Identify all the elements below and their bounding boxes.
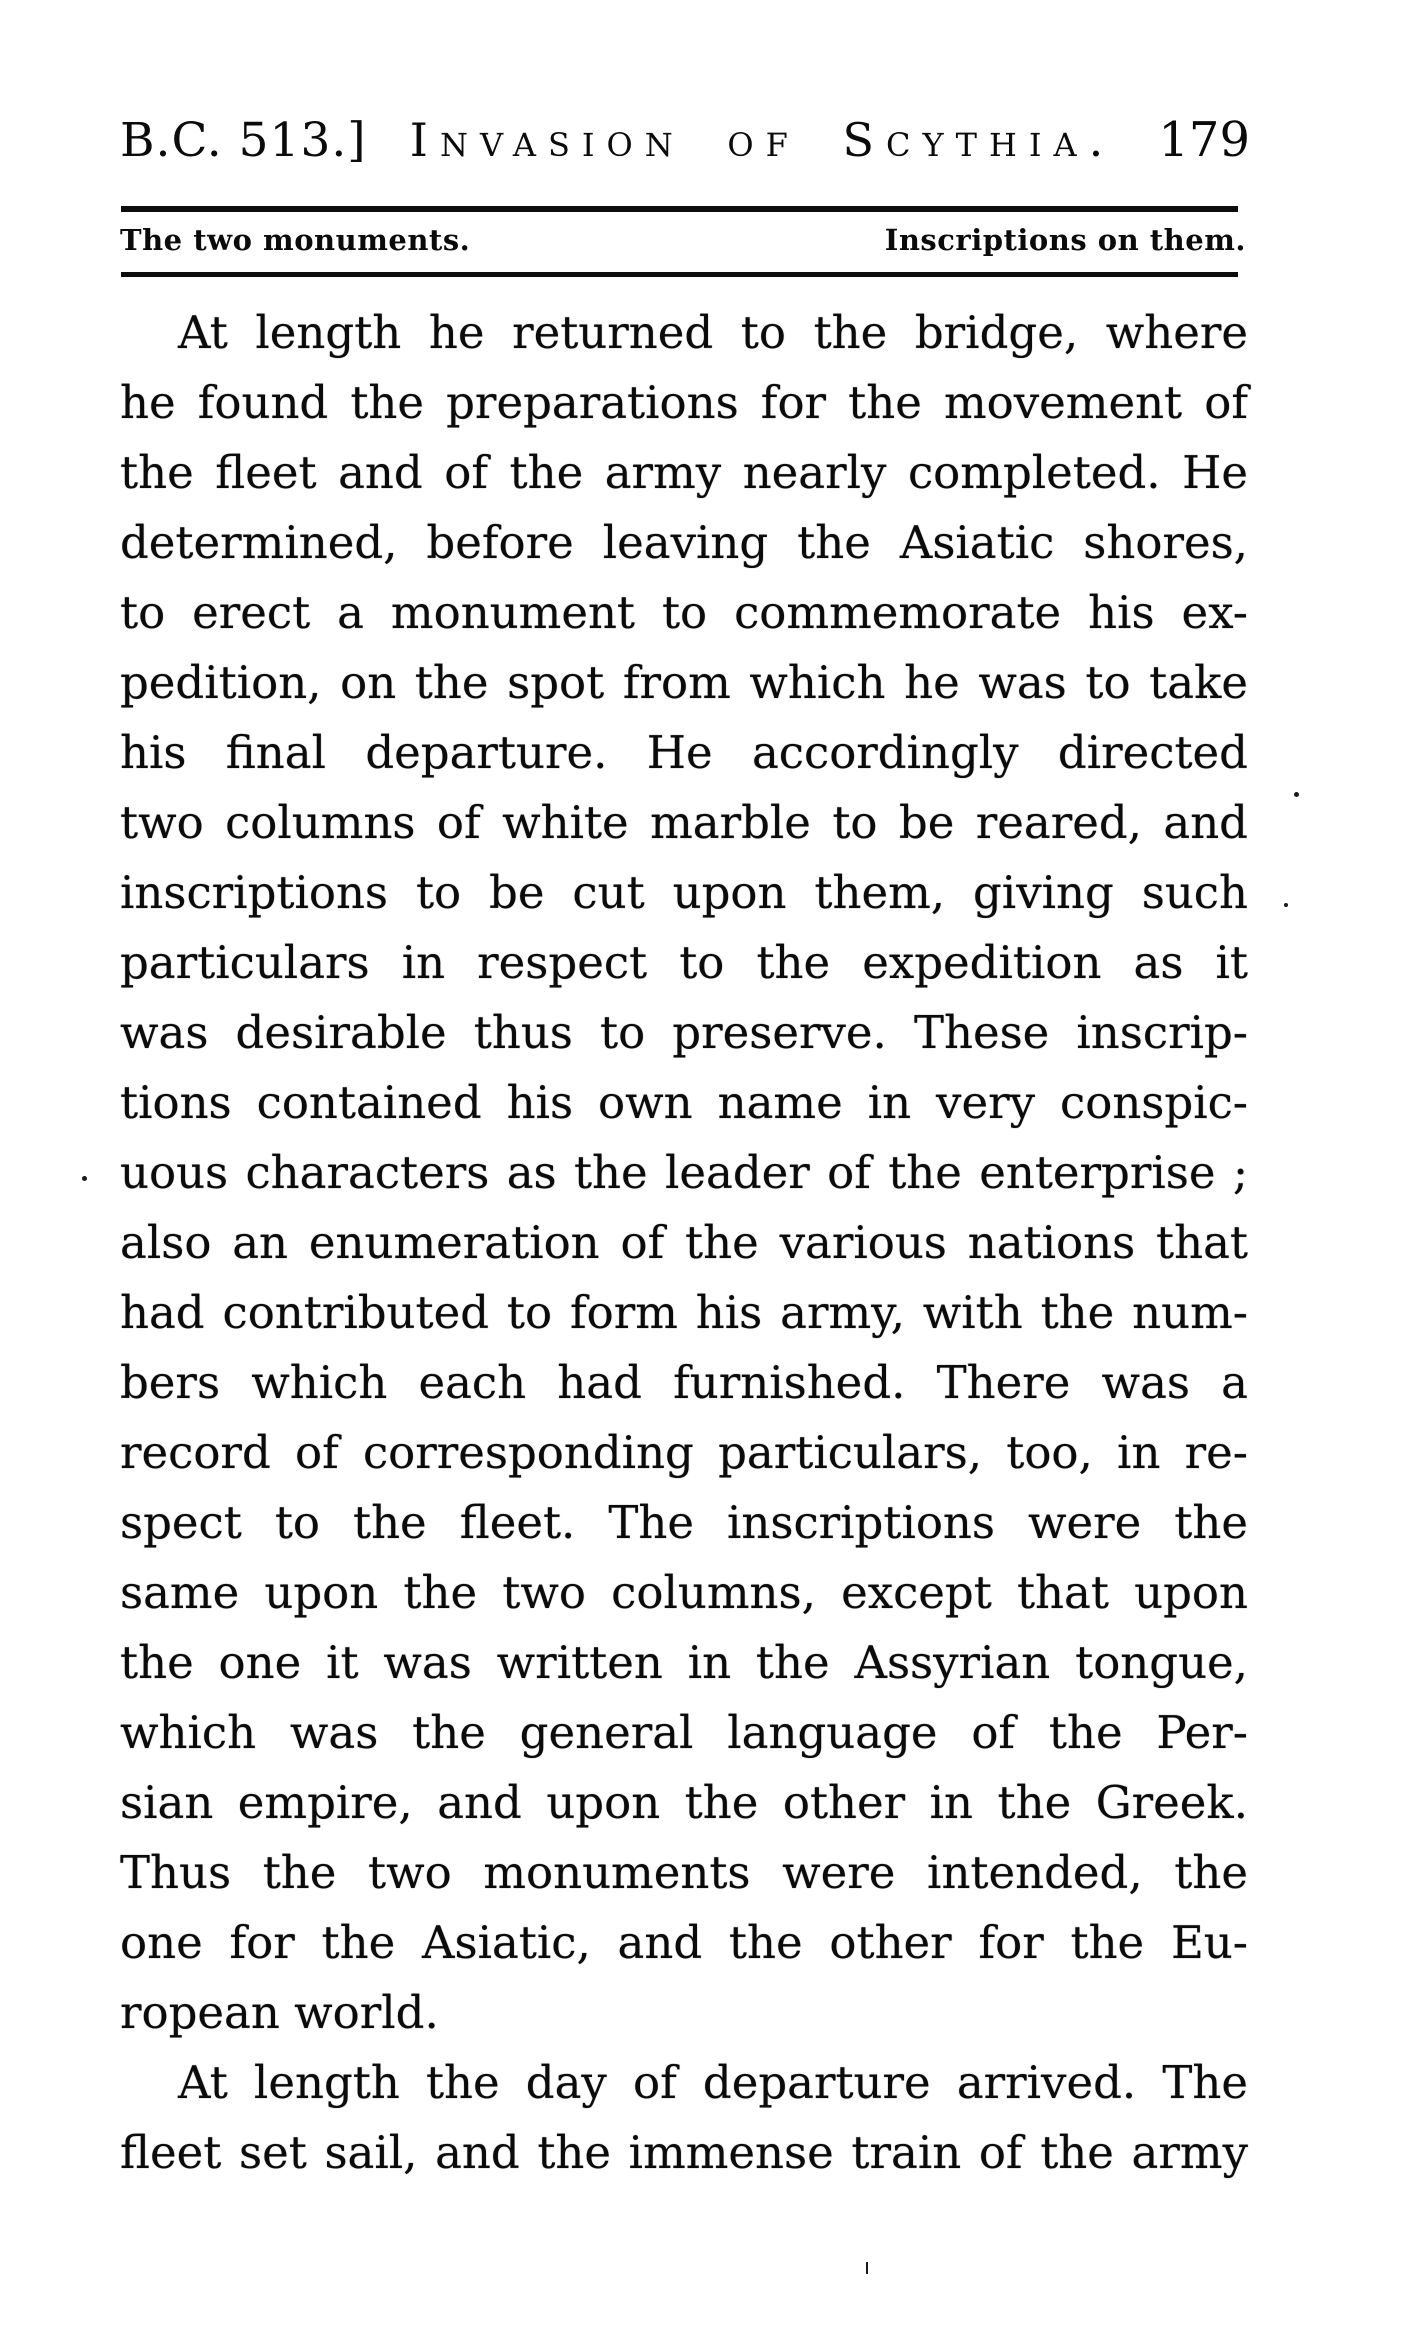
subhead-row <box>120 222 1246 258</box>
divider-rule-bottom <box>121 272 1238 277</box>
text-line: sian empire, and upon the other in the Greek. <box>120 1776 1248 1829</box>
text-line: also an enumeration of the various nations that <box>120 1216 1248 1269</box>
text-line: the fleet and of the army nearly completed. He <box>120 446 1248 499</box>
text-line: ropean world. <box>120 1986 439 2039</box>
divider-rule-top <box>121 206 1238 212</box>
text-line: had contributed to form his army, with the num- <box>120 1286 1248 1339</box>
text-line: was desirable thus to preserve. These inscrip- <box>120 1006 1248 1059</box>
text-line: tions contained his own name in very conspic- <box>120 1076 1248 1129</box>
text-line: spect to the fleet. The inscriptions were the <box>120 1496 1248 1549</box>
text-line: to erect a monument to commemorate his ex- <box>120 586 1248 639</box>
body-text <box>120 298 1248 2188</box>
text-line: his final departure. He accordingly directed <box>120 726 1248 779</box>
header-chapter-title: Invasion of Scythia. <box>409 113 1116 167</box>
text-line: one for the Asiatic, and the other for the Eu- <box>120 1916 1248 1969</box>
text-line: the one it was written in the Assyrian tongue, <box>120 1636 1248 1689</box>
subhead-left: The two monuments. <box>120 223 471 257</box>
text-line: At length he returned to the bridge, where <box>178 306 1248 359</box>
text-line: pedition, on the spot from which he was to take <box>120 656 1248 709</box>
scan-speck <box>1294 792 1299 797</box>
text-line: bers which each had furnished. There was a <box>120 1356 1248 1409</box>
running-header <box>120 112 1250 176</box>
text-line: particulars in respect to the expedition as it <box>120 936 1248 989</box>
text-line: determined, before leaving the Asiatic shores, <box>120 516 1248 569</box>
scan-speck <box>82 1176 87 1181</box>
subhead-right: Inscriptions on them. <box>884 223 1246 257</box>
scan-speck <box>1284 903 1288 907</box>
text-line: At length the day of departure arrived. The <box>178 2056 1248 2109</box>
text-line: fleet set sail, and the immense train of the army <box>120 2126 1248 2179</box>
header-date-label: B.C. 513.] <box>120 113 367 168</box>
text-line: same upon the two columns, except that upon <box>120 1566 1248 1619</box>
text-line: record of corresponding particulars, too, in re- <box>120 1426 1248 1479</box>
text-line: uous characters as the leader of the enterprise ; <box>120 1146 1248 1199</box>
text-line: inscriptions to be cut upon them, giving such <box>120 866 1248 919</box>
text-line: two columns of white marble to be reared, and <box>120 796 1248 849</box>
text-line: he found the preparations for the movement of <box>120 376 1248 429</box>
scan-speck <box>866 2262 868 2274</box>
text-line: Thus the two monuments were intended, the <box>120 1846 1248 1899</box>
page-number: 179 <box>1158 112 1250 168</box>
text-line: which was the general language of the Per- <box>120 1706 1248 1759</box>
